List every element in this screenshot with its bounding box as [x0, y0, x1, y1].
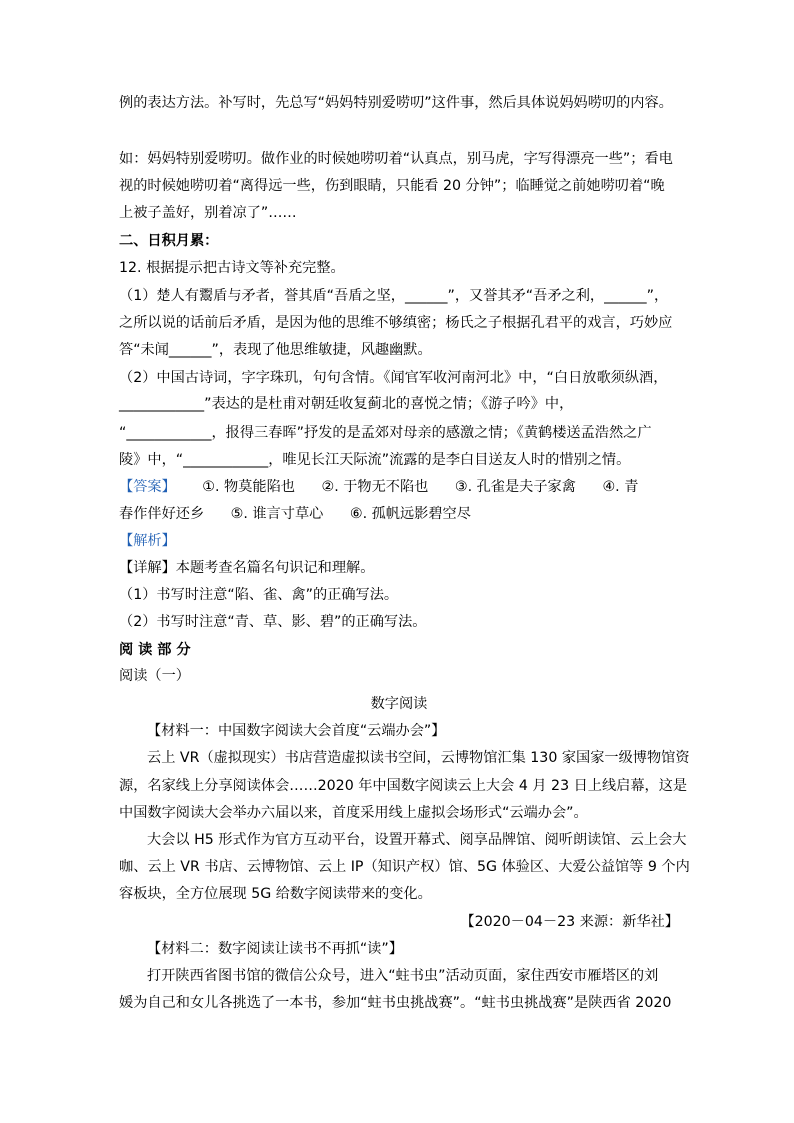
article-title: 数字阅读 — [370, 696, 428, 712]
material-1-source: 【2020－04－23 来源：新华社】 — [460, 914, 679, 930]
detail-item-1: （1）书写时注意“陷、雀、禽”的正确写法。 — [119, 587, 399, 603]
material-2-title: 【材料二：数字阅读让读书不再抓“读”】 — [147, 941, 403, 957]
q12-part1-line2: 之所以说的话前后矛盾，是因为他的思维不够缜密；杨氏之子根据孔君平的戏言，巧妙应 — [119, 315, 673, 331]
material-1-title: 【材料一：中国数字阅读大会首度“云端办会”】 — [147, 723, 446, 739]
reading-heading: 阅 读 部 分 — [119, 642, 191, 658]
answer-item: ⑥. 孤帆远影碧空尽 — [349, 506, 471, 522]
answer-item: 春作伴好还乡 — [119, 506, 205, 522]
q12-part1-line1: （1）楚人有鬻盾与矛者，誉其盾“吾盾之坚，______”，又誉其矛“吾矛之利，______”， — [119, 288, 669, 304]
material-1-para2-line2: 咖、云上 VR 书店、云博物馆、云上 IP（知识产权）馆、5G 体验区、大爱公益馆等 9 个内 — [119, 859, 690, 875]
material-1-para2-line1: 大会以 H5 形式作为官方互动平台，设置开幕式、阅享品牌馆、阅听朗读馆、云上会大 — [147, 832, 687, 848]
q12-part2-line4: 陵》中，“____________，唯见长江天际流”流露的是李白目送友人时的惜别之情。 — [119, 452, 631, 468]
answer-line-2 — [119, 504, 471, 524]
q12-part2-line1: （2）中国古诗词，字字珠玑，句句含情。《闻官军收河南河北》中，“白日放歌须纵酒， — [119, 370, 668, 386]
material-2-para1-line1: 打开陕西省图书馆的微信公众号，进入“蛀书虫”活动页面，家住西安市雁塔区的刘 — [147, 968, 659, 984]
answer-item: ①. 物莫能陷也 — [202, 479, 295, 495]
analysis-tag: 【解析】 — [119, 533, 176, 549]
detail-item-2: （2）书写时注意“青、草、影、碧”的正确写法。 — [119, 614, 427, 630]
example-line-1: 如：妈妈特别爱唠叨。做作业的时候她唠叨着“认真点，别马虎，字写得漂亮一些”；看电 — [119, 151, 673, 167]
question-12: 12. 根据提示把古诗文等补充完整。 — [119, 260, 345, 276]
material-1-para1-line1: 云上 VR（虚拟现实）书店营造虚拟读书空间，云博物馆汇集 130 家国家一级博物馆资 — [147, 750, 690, 766]
answer-line-1 — [119, 477, 638, 497]
detail-line: 【详解】本题考查名篇名句识记和理解。 — [119, 560, 375, 576]
answer-tag: 【答案】 — [119, 479, 176, 495]
intro-line: 例的表达方法。补写时，先总写“妈妈特别爱唠叨”这件事，然后具体说妈妈唠叨的内容。 — [119, 95, 673, 111]
answer-item: ④. 青 — [602, 479, 639, 495]
answer-item: ③. 孔雀是夫子家禽 — [454, 479, 576, 495]
q12-part2-line2: ____________”表达的是杜甫对朝廷收复蓟北的喜悦之情；《游子吟》中， — [119, 396, 574, 412]
material-1-para1-line3: 中国数字阅读大会举办六届以来，首度采用线上虚拟会场形式“云端办会”。 — [119, 805, 588, 821]
reading-subheading: 阅读（一） — [119, 668, 190, 684]
example-line-3: 上被子盖好，别着凉了”…… — [119, 205, 297, 221]
q12-part1-line3: 答“未闻______”，表现了他思维敏捷，风趣幽默。 — [119, 342, 432, 358]
section-heading: 二、日积月累： — [119, 233, 219, 249]
answer-item: ⑤. 谁言寸草心 — [230, 506, 324, 522]
example-line-2: 视的时候她唠叨着“离得远一些，伤到眼睛，只能看 20 分钟”；临睡觉之前她唠叨着“晚 — [119, 178, 665, 194]
answer-item: ②. 于物无不陷也 — [321, 479, 429, 495]
material-1-para2-line3: 容板块，全方位展现 5G 给数字阅读带来的变化。 — [119, 886, 432, 902]
q12-part2-line3: “____________，报得三春晖”抒发的是孟郊对母亲的感激之情；《黄鹤楼送孟浩然之广 — [119, 425, 652, 441]
material-2-para1-line2: 媛为自己和女儿各挑选了一本书，参加“蛀书虫挑战赛”。“蛀书虫挑战赛”是陕西省 2020 — [119, 995, 672, 1011]
material-1-para1-line2: 源，名家线上分享阅读体会……2020 年中国数字阅读云上大会 4 月 23 日上线启幕，这是 — [119, 778, 688, 794]
